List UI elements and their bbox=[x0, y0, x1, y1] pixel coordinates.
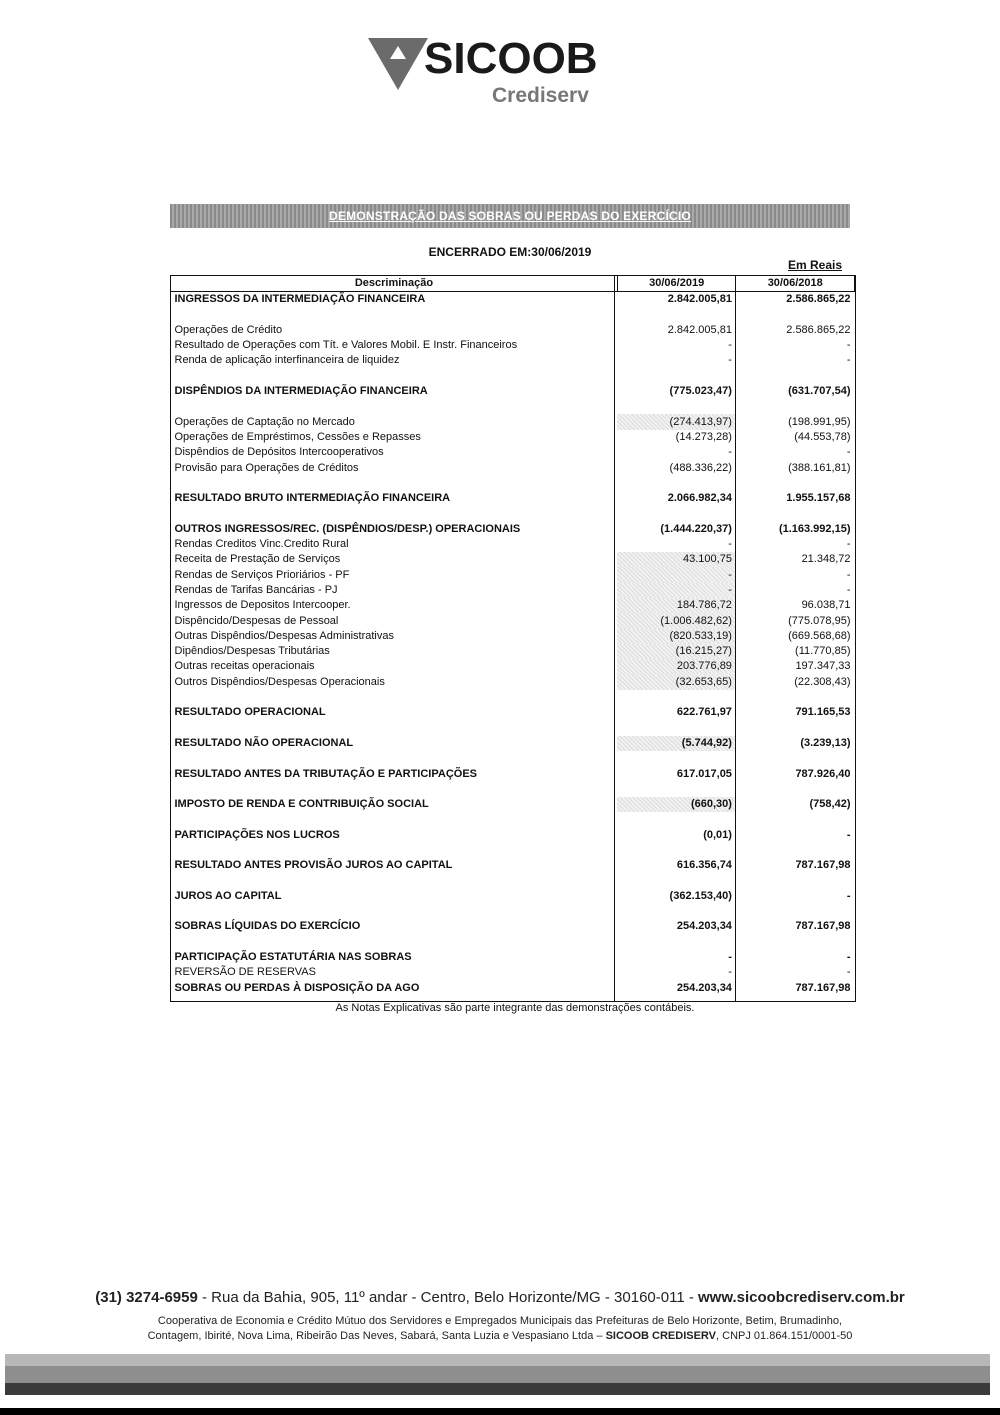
row-label: Outras Dispêndios/Despesas Administrativas bbox=[174, 629, 394, 642]
footer-cnpj: , CNPJ 01.864.151/0001-50 bbox=[716, 1330, 853, 1342]
logo-inner-triangle-icon bbox=[390, 46, 406, 59]
value-2018: (775.078,95) bbox=[788, 614, 851, 627]
row-label: RESULTADO BRUTO INTERMEDIAÇÃO FINANCEIRA bbox=[174, 492, 451, 505]
value-2018: 787.167,98 bbox=[795, 981, 851, 994]
row-label bbox=[171, 307, 618, 322]
spacer-row bbox=[171, 873, 855, 888]
spacer-row bbox=[171, 904, 855, 919]
value-2019: 617.017,05 bbox=[676, 767, 732, 780]
row-label bbox=[171, 812, 618, 827]
row-label: PARTICIPAÇÕES NOS LUCROS bbox=[174, 828, 340, 841]
value-2018 bbox=[736, 720, 855, 735]
footer-contact bbox=[0, 1289, 1000, 1306]
value-2019: (14.273,28) bbox=[675, 430, 732, 443]
value-2018 bbox=[736, 812, 855, 827]
value-2018: (1.163.992,15) bbox=[778, 522, 851, 535]
row-label: JUROS AO CAPITAL bbox=[174, 889, 282, 902]
value-2019 bbox=[617, 506, 736, 521]
value-2019 bbox=[617, 934, 736, 949]
value-2018 bbox=[736, 782, 855, 797]
footer-band-black bbox=[0, 1408, 1000, 1415]
value-2019 bbox=[617, 476, 736, 491]
value-2019: (1.444.220,37) bbox=[660, 522, 732, 535]
value-2018: 787.926,40 bbox=[795, 767, 851, 780]
table-row bbox=[171, 414, 855, 429]
value-2018 bbox=[736, 368, 855, 383]
value-2018 bbox=[736, 690, 855, 705]
value-2018 bbox=[736, 476, 855, 491]
explanatory-note: As Notas Explicativas são parte integrante das demonstrações contábeis. bbox=[335, 1002, 695, 1014]
value-2019 bbox=[617, 690, 736, 705]
value-2019 bbox=[617, 873, 736, 888]
value-2018: - bbox=[846, 354, 851, 367]
title-banner bbox=[170, 204, 850, 228]
value-2019: 2.842.005,81 bbox=[667, 293, 732, 306]
value-2019: (32.653,65) bbox=[617, 674, 736, 689]
value-2018: 1.955.157,68 bbox=[786, 492, 851, 505]
value-2019 bbox=[617, 307, 736, 322]
value-2019 bbox=[617, 399, 736, 414]
value-2019: (5.744,92) bbox=[617, 736, 736, 751]
table-row bbox=[171, 705, 855, 720]
spacer-row bbox=[171, 368, 855, 383]
table-row bbox=[171, 629, 855, 644]
row-label: RESULTADO ANTES PROVISÃO JUROS AO CAPITAL bbox=[174, 859, 453, 872]
value-2019: (0,01) bbox=[703, 828, 732, 841]
row-label: Dispêndios de Depósitos Intercooperativos bbox=[174, 446, 384, 459]
footer-line2 bbox=[60, 1329, 940, 1344]
row-label bbox=[171, 782, 618, 797]
value-2019: - bbox=[728, 354, 732, 367]
value-2019: 254.203,34 bbox=[676, 920, 732, 933]
table-row bbox=[171, 537, 855, 552]
table-row bbox=[171, 797, 855, 812]
value-2019: - bbox=[728, 951, 732, 964]
value-2019: (362.153,40) bbox=[669, 889, 732, 902]
value-2019: 43.100,75 bbox=[617, 552, 736, 567]
spacer-row bbox=[171, 690, 855, 705]
footer-brand: SICOOB CREDISERV bbox=[605, 1330, 717, 1342]
value-2018: - bbox=[846, 583, 851, 596]
row-label: OUTROS INGRESSOS/REC. (DISPÊNDIOS/DESP.) OPERACIONAIS bbox=[174, 522, 521, 535]
table-row bbox=[171, 353, 855, 368]
income-statement-table bbox=[170, 275, 855, 996]
row-label bbox=[171, 720, 618, 735]
value-2018: 96.038,71 bbox=[801, 599, 851, 612]
col-description: Descriminação bbox=[171, 276, 618, 292]
table-row bbox=[171, 567, 855, 582]
footer-website[interactable]: www.sicoobcrediserv.com.br bbox=[698, 1289, 905, 1306]
value-2019: 2.842.005,81 bbox=[667, 323, 732, 336]
row-label bbox=[171, 873, 618, 888]
row-label: Operações de Captação no Mercado bbox=[174, 415, 355, 428]
column-divider bbox=[735, 275, 736, 1001]
closing-date: ENCERRADO EM:30/06/2019 bbox=[428, 245, 592, 259]
table-row bbox=[171, 674, 855, 689]
table-row bbox=[171, 827, 855, 842]
value-2019: - bbox=[728, 339, 732, 352]
spacer-row bbox=[171, 812, 855, 827]
table-row bbox=[171, 889, 855, 904]
table-row bbox=[171, 491, 855, 506]
table-row bbox=[171, 644, 855, 659]
row-label: Resultado de Operações com Tít. e Valores Mobil. E Instr. Financeiros bbox=[174, 339, 518, 352]
value-2019: (1.006.482,62) bbox=[617, 613, 736, 628]
value-2018: (631.707,54) bbox=[788, 385, 851, 398]
value-2018 bbox=[736, 873, 855, 888]
row-label: RESULTADO OPERACIONAL bbox=[174, 706, 326, 719]
value-2019 bbox=[617, 751, 736, 766]
value-2018: (11.770,85) bbox=[795, 645, 851, 658]
spacer-row bbox=[171, 476, 855, 491]
row-label: Rendas de Tarifas Bancárias - PJ bbox=[174, 583, 338, 596]
spacer-row bbox=[171, 506, 855, 521]
row-label: RESULTADO ANTES DA TRIBUTAÇÃO E PARTICIPAÇÕES bbox=[174, 767, 477, 780]
value-2019 bbox=[617, 843, 736, 858]
row-label: SOBRAS OU PERDAS À DISPOSIÇÃO DA AGO bbox=[174, 981, 420, 994]
col-2018: 30/06/2018 bbox=[736, 276, 855, 292]
row-label: Dipêndios/Despesas Tributárias bbox=[174, 645, 330, 658]
row-label: RESULTADO NÃO OPERACIONAL bbox=[174, 736, 354, 749]
col-2019: 30/06/2019 bbox=[617, 276, 736, 292]
value-2018: - bbox=[846, 966, 851, 979]
value-2018: - bbox=[846, 951, 851, 964]
table-row bbox=[171, 613, 855, 628]
value-2019: 203.776,89 bbox=[617, 659, 736, 674]
spacer-row bbox=[171, 720, 855, 735]
row-label: PARTICIPAÇÃO ESTATUTÁRIA NAS SOBRAS bbox=[174, 951, 412, 964]
table-row bbox=[171, 292, 855, 308]
table-row bbox=[171, 338, 855, 353]
table-row bbox=[171, 950, 855, 965]
row-label bbox=[171, 399, 618, 414]
value-2019 bbox=[617, 720, 736, 735]
table-header bbox=[171, 276, 855, 292]
value-2019: - bbox=[728, 966, 732, 979]
value-2018 bbox=[736, 506, 855, 521]
spacer-row bbox=[171, 307, 855, 322]
value-2018 bbox=[736, 307, 855, 322]
value-2018 bbox=[736, 904, 855, 919]
row-label: INGRESSOS DA INTERMEDIAÇÃO FINANCEIRA bbox=[174, 293, 426, 306]
value-2018: (758,42) bbox=[809, 798, 851, 811]
value-2018: 21.348,72 bbox=[801, 553, 851, 566]
row-label: Renda de aplicação interfinanceira de liquidez bbox=[174, 354, 400, 367]
value-2019: (660,30) bbox=[617, 797, 736, 812]
logo-brand: SICOOB bbox=[424, 34, 598, 83]
document-title: DEMONSTRAÇÃO DAS SOBRAS OU PERDAS DO EXERCÍCIO bbox=[329, 209, 691, 223]
value-2018: - bbox=[846, 538, 851, 551]
footer-phone: (31) 3274-6959 bbox=[95, 1289, 198, 1306]
table-row bbox=[171, 552, 855, 567]
value-2019: - bbox=[728, 446, 732, 459]
spacer-row bbox=[171, 782, 855, 797]
row-label: Dispêncido/Despesas de Pessoal bbox=[174, 614, 339, 627]
table-row bbox=[171, 445, 855, 460]
row-label bbox=[171, 476, 618, 491]
spacer-row bbox=[171, 934, 855, 949]
row-label: Receita de Prestação de Serviços bbox=[174, 553, 341, 566]
value-2019 bbox=[617, 782, 736, 797]
table-row bbox=[171, 521, 855, 536]
row-label bbox=[171, 934, 618, 949]
column-divider bbox=[614, 275, 615, 1001]
row-label bbox=[171, 368, 618, 383]
spacer-row bbox=[171, 843, 855, 858]
row-label: REVERSÃO DE RESERVAS bbox=[174, 966, 316, 979]
value-2018: - bbox=[846, 339, 851, 352]
row-label bbox=[171, 506, 618, 521]
value-2018: - bbox=[846, 568, 851, 581]
row-label: Operações de Empréstimos, Cessões e Repasses bbox=[174, 430, 421, 443]
value-2018: (44.553,78) bbox=[794, 430, 851, 443]
table-row bbox=[171, 430, 855, 445]
row-label: Outros Dispêndios/Despesas Operacionais bbox=[174, 675, 385, 688]
table-row bbox=[171, 736, 855, 751]
value-2018: 787.167,98 bbox=[795, 859, 851, 872]
value-2018: (198.991,95) bbox=[788, 415, 851, 428]
value-2019: (274.413,97) bbox=[617, 414, 736, 429]
footer-address: - Rua da Bahia, 905, 11º andar - Centro, Belo Horizonte/MG - 30160-011 - bbox=[197, 1289, 699, 1306]
row-label bbox=[171, 751, 618, 766]
row-label: IMPOSTO DE RENDA E CONTRIBUIÇÃO SOCIAL bbox=[174, 798, 429, 811]
table-row bbox=[171, 766, 855, 781]
value-2019: (16.215,27) bbox=[617, 644, 736, 659]
table-row bbox=[171, 980, 855, 995]
row-label: Ingressos de Depositos Intercooper. bbox=[174, 599, 351, 612]
value-2018: - bbox=[846, 828, 851, 841]
value-2019: - bbox=[728, 538, 732, 551]
value-2018: 2.586.865,22 bbox=[786, 323, 851, 336]
value-2018 bbox=[736, 934, 855, 949]
row-label: Provisão para Operações de Créditos bbox=[174, 461, 359, 474]
value-2019: 616.356,74 bbox=[676, 859, 732, 872]
row-label bbox=[171, 690, 618, 705]
value-2018: 2.586.865,22 bbox=[786, 293, 851, 306]
value-2019: - bbox=[617, 567, 736, 582]
value-2018: (22.308,43) bbox=[794, 675, 851, 688]
table-row bbox=[171, 583, 855, 598]
table-row bbox=[171, 460, 855, 475]
table-row bbox=[171, 919, 855, 934]
sicoob-logo bbox=[368, 34, 608, 108]
value-2018: 197.347,33 bbox=[795, 660, 851, 673]
table-row bbox=[171, 598, 855, 613]
table-row bbox=[171, 384, 855, 399]
table-row bbox=[171, 965, 855, 980]
value-2019 bbox=[617, 368, 736, 383]
value-2018: (3.239,13) bbox=[800, 736, 851, 749]
value-2018 bbox=[736, 399, 855, 414]
value-2019: (488.336,22) bbox=[669, 461, 732, 474]
table-row bbox=[171, 659, 855, 674]
footer-cities: Contagem, Ibirité, Nova Lima, Ribeirão Das Neves, Sabará, Santa Luzia e Vespasiano Ltda – bbox=[147, 1330, 606, 1342]
value-2019: - bbox=[617, 583, 736, 598]
value-2018: 791.165,53 bbox=[795, 706, 851, 719]
value-2019 bbox=[617, 904, 736, 919]
value-2019 bbox=[617, 812, 736, 827]
footer-cooperative bbox=[60, 1314, 940, 1344]
table-row bbox=[171, 858, 855, 873]
row-label: Rendas Creditos Vinc.Credito Rural bbox=[174, 538, 349, 551]
row-label bbox=[171, 843, 618, 858]
value-2018 bbox=[736, 843, 855, 858]
row-label: SOBRAS LÍQUIDAS DO EXERCÍCIO bbox=[174, 920, 361, 933]
row-label bbox=[171, 904, 618, 919]
value-2019: 184.786,72 bbox=[617, 598, 736, 613]
row-label: DISPÊNDIOS DA INTERMEDIAÇÃO FINANCEIRA bbox=[174, 385, 428, 398]
value-2018 bbox=[736, 751, 855, 766]
logo-sub-brand: Crediserv bbox=[492, 84, 589, 107]
value-2019: (820.533,19) bbox=[617, 629, 736, 644]
value-2018: 787.167,98 bbox=[795, 920, 851, 933]
footer-band-light bbox=[5, 1354, 990, 1366]
spacer-row bbox=[171, 399, 855, 414]
value-2018: - bbox=[846, 889, 851, 902]
value-2018: (388.161,81) bbox=[788, 461, 851, 474]
footer-band-dark bbox=[5, 1383, 990, 1395]
currency-note: Em Reais bbox=[788, 258, 843, 272]
row-label: Rendas de Serviços Prioriários - PF bbox=[174, 568, 350, 581]
value-2019: 2.066.982,34 bbox=[667, 492, 732, 505]
row-label: Operações de Crédito bbox=[174, 323, 283, 336]
row-label: Outras receitas operacionais bbox=[174, 660, 315, 673]
spacer-row bbox=[171, 751, 855, 766]
value-2018: - bbox=[846, 446, 851, 459]
value-2019: 622.761,97 bbox=[676, 706, 732, 719]
table-row bbox=[171, 323, 855, 338]
value-2019: 254.203,34 bbox=[676, 981, 732, 994]
footer-line1: Cooperativa de Economia e Crédito Mútuo dos Servidores e Empregados Municipais das Prefeituras de Belo Horizonte, Betim, Brumadinho, bbox=[157, 1315, 843, 1327]
value-2019: (775.023,47) bbox=[669, 385, 732, 398]
value-2018: (669.568,68) bbox=[788, 629, 851, 642]
